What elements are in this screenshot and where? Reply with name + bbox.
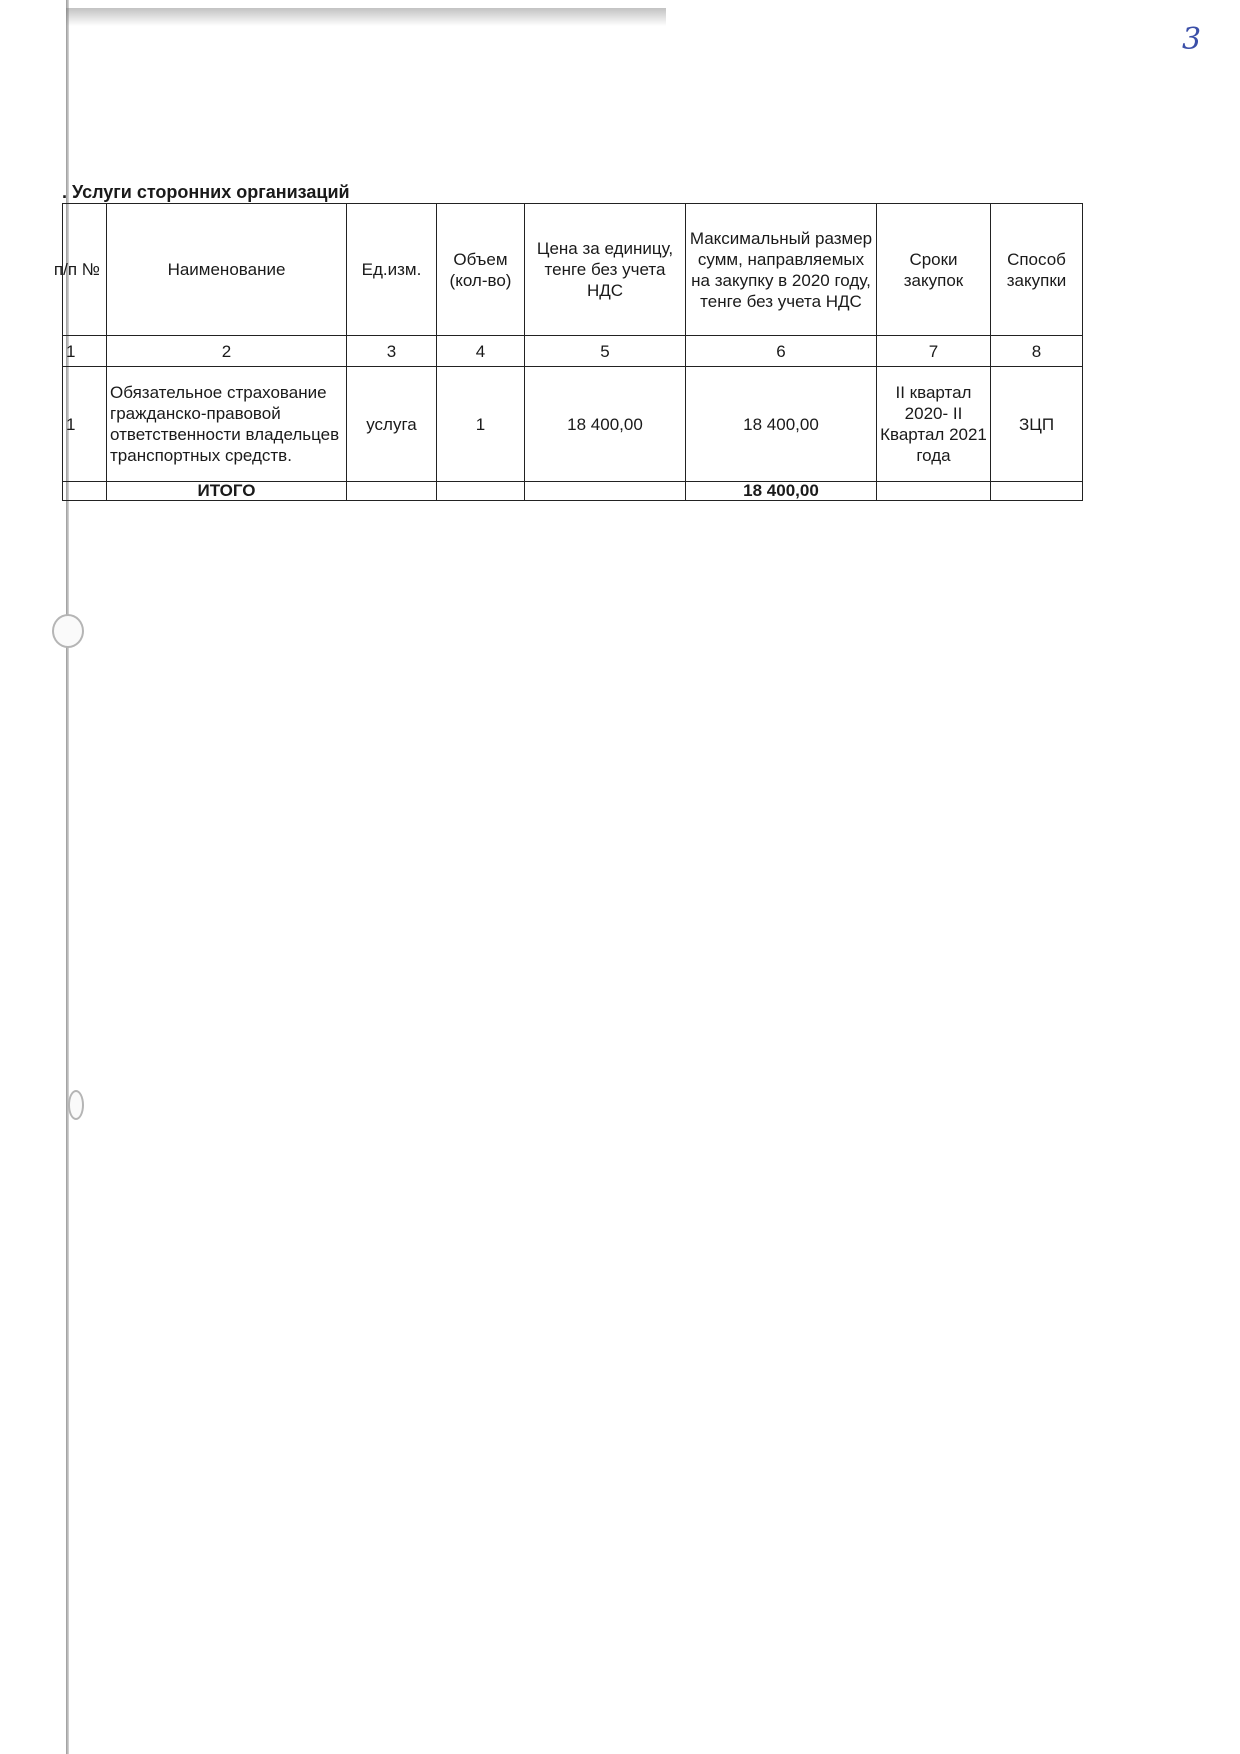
total-row xyxy=(63,482,1083,501)
total-empty-cell xyxy=(877,482,991,501)
column-index: 7 xyxy=(877,336,991,367)
total-amount: 18 400,00 xyxy=(686,482,877,501)
row-quantity: 1 xyxy=(437,367,525,482)
total-empty-cell xyxy=(63,482,107,501)
column-index-row xyxy=(63,336,1083,367)
total-empty-cell xyxy=(525,482,686,501)
header-unit: Ед.изм. xyxy=(347,204,437,336)
column-index: 1 xyxy=(63,336,107,367)
scan-artifact xyxy=(66,8,666,26)
column-index: 4 xyxy=(437,336,525,367)
procurement-table xyxy=(53,203,1083,501)
row-number: 1 xyxy=(63,367,107,482)
total-empty-cell xyxy=(991,482,1083,501)
header-number: № п/п xyxy=(63,204,107,336)
total-label: ИТОГО xyxy=(107,482,347,501)
header-quantity: Объем (кол-во) xyxy=(437,204,525,336)
page-number: 3 xyxy=(1182,22,1202,57)
row-max-amount: 18 400,00 xyxy=(686,367,877,482)
column-index: 2 xyxy=(107,336,347,367)
table-header-row xyxy=(63,204,1083,336)
header-period: Сроки закупок xyxy=(877,204,991,336)
punch-hole-icon xyxy=(52,614,84,648)
column-index: 5 xyxy=(525,336,686,367)
column-index: 6 xyxy=(686,336,877,367)
row-name: Обязательное страхование гражданско-правовой ответственности владельцев транспортных средств. xyxy=(107,367,347,482)
total-empty-cell xyxy=(347,482,437,501)
header-unit-price: Цена за единицу, тенге без учета НДС xyxy=(525,204,686,336)
table-row xyxy=(63,367,1083,482)
header-name: Наименование xyxy=(107,204,347,336)
section-title: . Услуги сторонних организаций xyxy=(62,182,350,202)
header-max-amount: Максимальный размер сумм, направляемых на закупку в 2020 году, тенге без учета НДС xyxy=(686,204,877,336)
column-index: 3 xyxy=(347,336,437,367)
row-period: II квартал 2020- II Квартал 2021 года xyxy=(877,367,991,482)
punch-hole-icon xyxy=(68,1090,84,1120)
row-method: ЗЦП xyxy=(991,367,1083,482)
row-unit-price: 18 400,00 xyxy=(525,367,686,482)
header-method: Способ закупки xyxy=(991,204,1083,336)
total-empty-cell xyxy=(437,482,525,501)
column-index: 8 xyxy=(991,336,1083,367)
row-unit: услуга xyxy=(347,367,437,482)
